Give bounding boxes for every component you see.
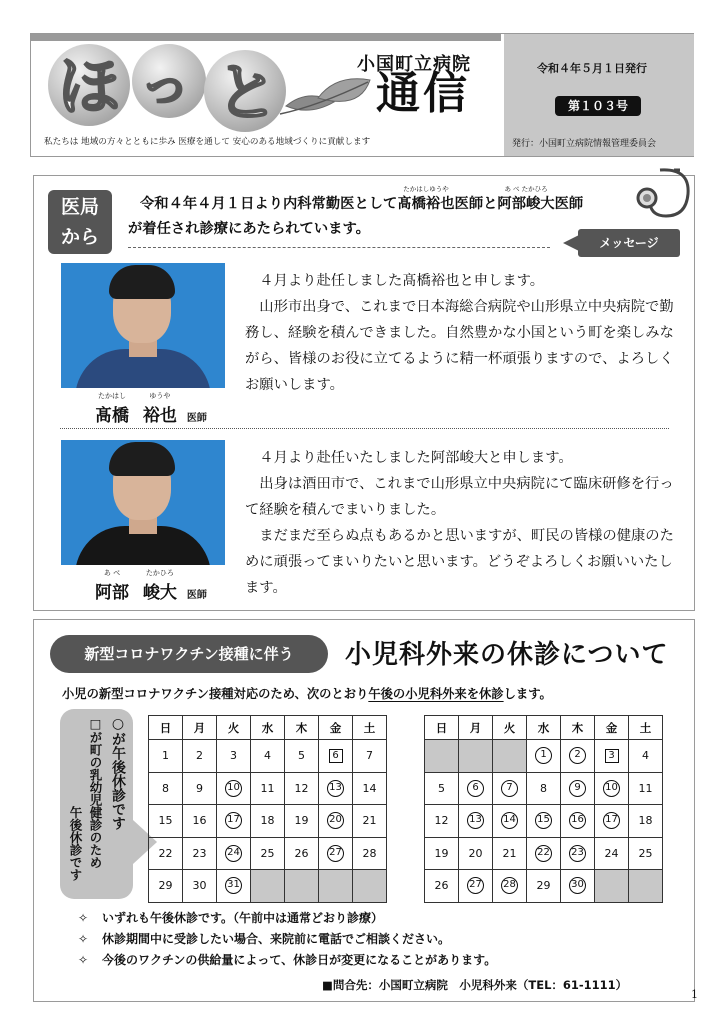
calendar-week <box>425 772 663 805</box>
calendar-april <box>148 715 387 903</box>
closed-day-circle: 16 <box>569 812 586 829</box>
calendar-empty-cell <box>285 870 319 903</box>
calendar-day: 30 <box>183 870 217 903</box>
closed-day-circle: 30 <box>569 877 586 894</box>
calendar-day: 25 <box>251 837 285 870</box>
calendar-weekday-row <box>425 716 663 740</box>
photo-hair <box>109 442 175 476</box>
calendar-day: 18 <box>629 805 663 838</box>
calendar-day-checkup <box>595 740 629 773</box>
calendar-day: 4 <box>251 740 285 773</box>
divider <box>60 428 669 429</box>
closed-day-circle: 13 <box>327 780 344 797</box>
photo-hair <box>109 265 175 299</box>
announcement-line-2: が着任され診療にあたられています。 <box>128 221 370 237</box>
calendar-day: 16 <box>183 805 217 838</box>
ruby: あ べ <box>103 569 121 577</box>
calendar-week <box>149 740 387 773</box>
given-name <box>142 569 177 603</box>
newsletter-title: 通信 <box>376 68 470 119</box>
ruby: ゆうや <box>149 392 171 400</box>
legend-square: □が町の乳幼児健診のため <box>88 716 103 869</box>
closed-day-circle: 2 <box>569 747 586 764</box>
message-paragraph: ４月より赴任いたしました阿部峻大と申します。 <box>259 450 573 466</box>
announcement-line-1 <box>140 185 584 213</box>
calendar-day: 3 <box>217 740 251 773</box>
calendar-day-afternoon-closed <box>217 837 251 870</box>
closed-day-circle: 10 <box>603 780 620 797</box>
calendar-day: 5 <box>285 740 319 773</box>
calendar-day-afternoon-closed <box>527 740 561 773</box>
calendar-day: 9 <box>183 772 217 805</box>
issue-date: 令和４年５月１日発行 <box>537 62 647 75</box>
weekday-header: 金 <box>595 716 629 740</box>
weekday-header: 水 <box>251 716 285 740</box>
note-marker-icon: ✧ <box>78 911 89 925</box>
closed-day-circle: 9 <box>569 780 586 797</box>
calendar-day: 25 <box>629 837 663 870</box>
calendar-week <box>425 870 663 903</box>
calendar-empty-cell <box>353 870 387 903</box>
calendar-may <box>424 715 663 903</box>
note-text: いずれも午後休診です。（午前中は通常どおり診療） <box>102 911 384 925</box>
section-tag-line: 医局 <box>60 196 99 218</box>
calendar-day: 12 <box>425 805 459 838</box>
weekday-header: 水 <box>527 716 561 740</box>
checkup-day-square: 3 <box>605 749 619 763</box>
calendar-week <box>425 805 663 838</box>
calendar-day-checkup <box>319 740 353 773</box>
note-text: 休診期間中に受診したい場合、来院前に電話でご相談ください。 <box>102 932 451 946</box>
doctor-message <box>245 268 677 398</box>
issue-number: 第１０３号 <box>555 96 641 116</box>
logo-char: と <box>216 56 279 129</box>
section-tag-line: から <box>60 226 99 248</box>
calendar-day-afternoon-closed <box>561 805 595 838</box>
closed-day-circle: 20 <box>327 812 344 829</box>
weekday-header: 火 <box>217 716 251 740</box>
closed-day-circle: 6 <box>467 780 484 797</box>
given-name <box>142 392 177 426</box>
calendar-day: 11 <box>251 772 285 805</box>
calendar-day: 19 <box>425 837 459 870</box>
calendar-day: 1 <box>149 740 183 773</box>
calendar-day-afternoon-closed <box>561 837 595 870</box>
calendar-day: 5 <box>425 772 459 805</box>
given-name-text: 裕也 <box>142 406 177 426</box>
calendar-day: 24 <box>595 837 629 870</box>
calendar-week <box>149 870 387 903</box>
calendar-day: 2 <box>183 740 217 773</box>
calendar-day: 8 <box>527 772 561 805</box>
note-item <box>78 908 496 929</box>
doctor-name-text: 髙橋裕也 <box>397 196 455 212</box>
calendar-day: 29 <box>527 870 561 903</box>
closed-day-circle: 31 <box>225 877 242 894</box>
calendar-day: 21 <box>493 837 527 870</box>
doctor-message <box>245 445 677 601</box>
checkup-day-square: 6 <box>329 749 343 763</box>
calendar-day: 14 <box>353 772 387 805</box>
logo-char: っ <box>140 56 190 114</box>
ruby: たかひろ <box>145 569 174 577</box>
calendar-day-afternoon-closed <box>561 870 595 903</box>
message-paragraph: 山形市出身で、これまで日本海総合病院や山形県立中央病院で勤務し、経験を積んできました。自然豊かな小国という町を楽しみながら、皆様のお役に立てるように精一杯頑張りますので、よろしくお願いします。 <box>245 299 674 393</box>
calendar-empty-cell <box>629 870 663 903</box>
weekday-header: 木 <box>285 716 319 740</box>
doctor-caption <box>95 392 207 426</box>
calendar-day-afternoon-closed <box>527 805 561 838</box>
note-marker-icon: ✧ <box>78 932 89 946</box>
note-text: 今後のワクチンの供給量によって、休診日が変更になることがあります。 <box>102 953 497 967</box>
page-number: 1 <box>691 988 698 1001</box>
calendar-day: 12 <box>285 772 319 805</box>
calendar-week <box>149 805 387 838</box>
calendar-day-afternoon-closed <box>459 870 493 903</box>
note-marker-icon: ✧ <box>78 953 89 967</box>
weekday-header: 日 <box>425 716 459 740</box>
calendar-weekday-row <box>149 716 387 740</box>
ruby: たかはし <box>98 392 126 400</box>
weekday-header: 月 <box>459 716 493 740</box>
announcement-suffix: 医師と <box>454 196 498 212</box>
surname <box>95 392 129 426</box>
closed-day-circle: 24 <box>225 845 242 862</box>
message-paragraph: 出身は酒田市で、これまで山形県立中央病院にて臨床研修を行って経験を積んでまいりました。 <box>245 476 674 518</box>
surname <box>95 569 129 603</box>
section-tag: 新型コロナワクチン接種に伴う <box>50 635 328 673</box>
calendar-empty-cell <box>459 740 493 773</box>
publisher: 発行：小国町立病院情報管理委員会 <box>512 139 657 149</box>
calendar-day: 7 <box>353 740 387 773</box>
calendar-week <box>425 740 663 773</box>
weekday-header: 月 <box>183 716 217 740</box>
calendar-day-afternoon-closed <box>561 740 595 773</box>
intro-emphasis: 午後の小児科外来を休診 <box>368 687 504 701</box>
divider <box>128 247 550 248</box>
closed-day-circle: 14 <box>501 812 518 829</box>
masthead-band <box>31 34 501 41</box>
calendar-day: 18 <box>251 805 285 838</box>
announcement-prefix: 令和４年４月１日より内科常勤医として <box>140 196 398 212</box>
hospital-name: 小国町立病院 <box>357 54 471 75</box>
calendar-day: 11 <box>629 772 663 805</box>
doctor-name-text: 阿部峻大 <box>497 196 555 212</box>
doctor-caption <box>95 569 207 603</box>
calendar-day: 26 <box>425 870 459 903</box>
calendar-day-afternoon-closed <box>493 870 527 903</box>
logo-char: ほ <box>58 50 121 123</box>
calendar-day: 22 <box>149 837 183 870</box>
calendar-day-afternoon-closed <box>319 837 353 870</box>
calendar-day-afternoon-closed <box>493 805 527 838</box>
calendar-week <box>149 837 387 870</box>
calendar-day-afternoon-closed <box>595 772 629 805</box>
calendar-week <box>425 837 663 870</box>
weekday-header: 日 <box>149 716 183 740</box>
closed-day-circle: 15 <box>535 812 552 829</box>
contact-info: ■問合先：小国町立病院 小児科外来（TEL：61-1111） <box>322 978 628 992</box>
message-paragraph: ４月より赴任しました髙橋裕也と申します。 <box>259 273 545 289</box>
calendar-day-afternoon-closed <box>217 772 251 805</box>
legend-circle: ○が午後休診です <box>110 716 126 830</box>
closed-day-circle: 17 <box>225 812 242 829</box>
section-intro <box>62 684 552 702</box>
calendar-day: 19 <box>285 805 319 838</box>
calendar-empty-cell <box>493 740 527 773</box>
doctor-photo <box>61 263 225 388</box>
weekday-header: 土 <box>629 716 663 740</box>
calendar-day: 21 <box>353 805 387 838</box>
calendar-week <box>149 772 387 805</box>
closed-day-circle: 22 <box>535 845 552 862</box>
note-item <box>78 929 496 950</box>
calendar-day: 23 <box>183 837 217 870</box>
slogan: 私たちは 地域の方々とともに歩み 医療を通して 安心のある地域づくりに貢献します <box>44 137 371 147</box>
calendar-day: 4 <box>629 740 663 773</box>
surname-text: 阿部 <box>95 583 129 603</box>
calendar-day: 8 <box>149 772 183 805</box>
calendar-empty-cell <box>251 870 285 903</box>
section-tag <box>48 190 112 254</box>
calendar-day-afternoon-closed <box>459 805 493 838</box>
leaf-icon <box>278 72 374 126</box>
closed-day-circle: 10 <box>225 780 242 797</box>
ruby: あ べ たかひろ <box>504 185 548 193</box>
note-item <box>78 950 496 971</box>
stethoscope-icon <box>630 166 692 228</box>
calendar-empty-cell <box>425 740 459 773</box>
weekday-header: 土 <box>353 716 387 740</box>
message-label: メッセージ <box>578 229 680 257</box>
intro-text: 小児の新型コロナワクチン接種対応のため、次のとおり <box>62 687 369 701</box>
calendar-day-afternoon-closed <box>217 805 251 838</box>
calendar-day: 28 <box>353 837 387 870</box>
calendar-day: 29 <box>149 870 183 903</box>
calendar-day-afternoon-closed <box>217 870 251 903</box>
notes-list <box>78 908 496 971</box>
calendar-empty-cell <box>595 870 629 903</box>
closed-day-circle: 27 <box>467 877 484 894</box>
calendar-day-afternoon-closed <box>319 772 353 805</box>
closed-day-circle: 7 <box>501 780 518 797</box>
given-name-text: 峻大 <box>142 583 177 603</box>
closed-day-circle: 13 <box>467 812 484 829</box>
calendar-day-afternoon-closed <box>459 772 493 805</box>
weekday-header: 火 <box>493 716 527 740</box>
weekday-header: 金 <box>319 716 353 740</box>
calendar-day-afternoon-closed <box>561 772 595 805</box>
closed-day-circle: 27 <box>327 845 344 862</box>
doctor-photo <box>61 440 225 565</box>
calendar-day-afternoon-closed <box>527 837 561 870</box>
doctor-title: 医師 <box>186 413 207 424</box>
closed-day-circle: 23 <box>569 845 586 862</box>
calendar-day: 20 <box>459 837 493 870</box>
doctor-name-2 <box>497 185 555 213</box>
calendar-day-afternoon-closed <box>595 805 629 838</box>
calendar-day: 15 <box>149 805 183 838</box>
announcement-suffix: 医師 <box>554 196 584 212</box>
ruby: たかはしゆうや <box>403 185 449 193</box>
calendar-day-afternoon-closed <box>493 772 527 805</box>
closed-day-circle: 1 <box>535 747 552 764</box>
calendar-empty-cell <box>319 870 353 903</box>
surname-text: 髙橋 <box>95 406 129 426</box>
message-pointer <box>563 235 579 251</box>
intro-text: します。 <box>503 687 552 701</box>
closed-day-circle: 28 <box>501 877 518 894</box>
calendar-day: 26 <box>285 837 319 870</box>
weekday-header: 木 <box>561 716 595 740</box>
closed-day-circle: 17 <box>603 812 620 829</box>
legend-square-2: 午後休診です <box>68 806 83 881</box>
message-paragraph: まだまだ至らぬ点もあるかと思いますが、町民の皆様の健康のために頑張ってまいりたいと思います。どうぞよろしくお願いいたします。 <box>245 528 674 596</box>
section-title: 小児科外来の休診について <box>345 640 669 670</box>
doctor-name-1 <box>397 185 455 213</box>
doctor-title: 医師 <box>186 590 207 601</box>
calendar-day-afternoon-closed <box>319 805 353 838</box>
